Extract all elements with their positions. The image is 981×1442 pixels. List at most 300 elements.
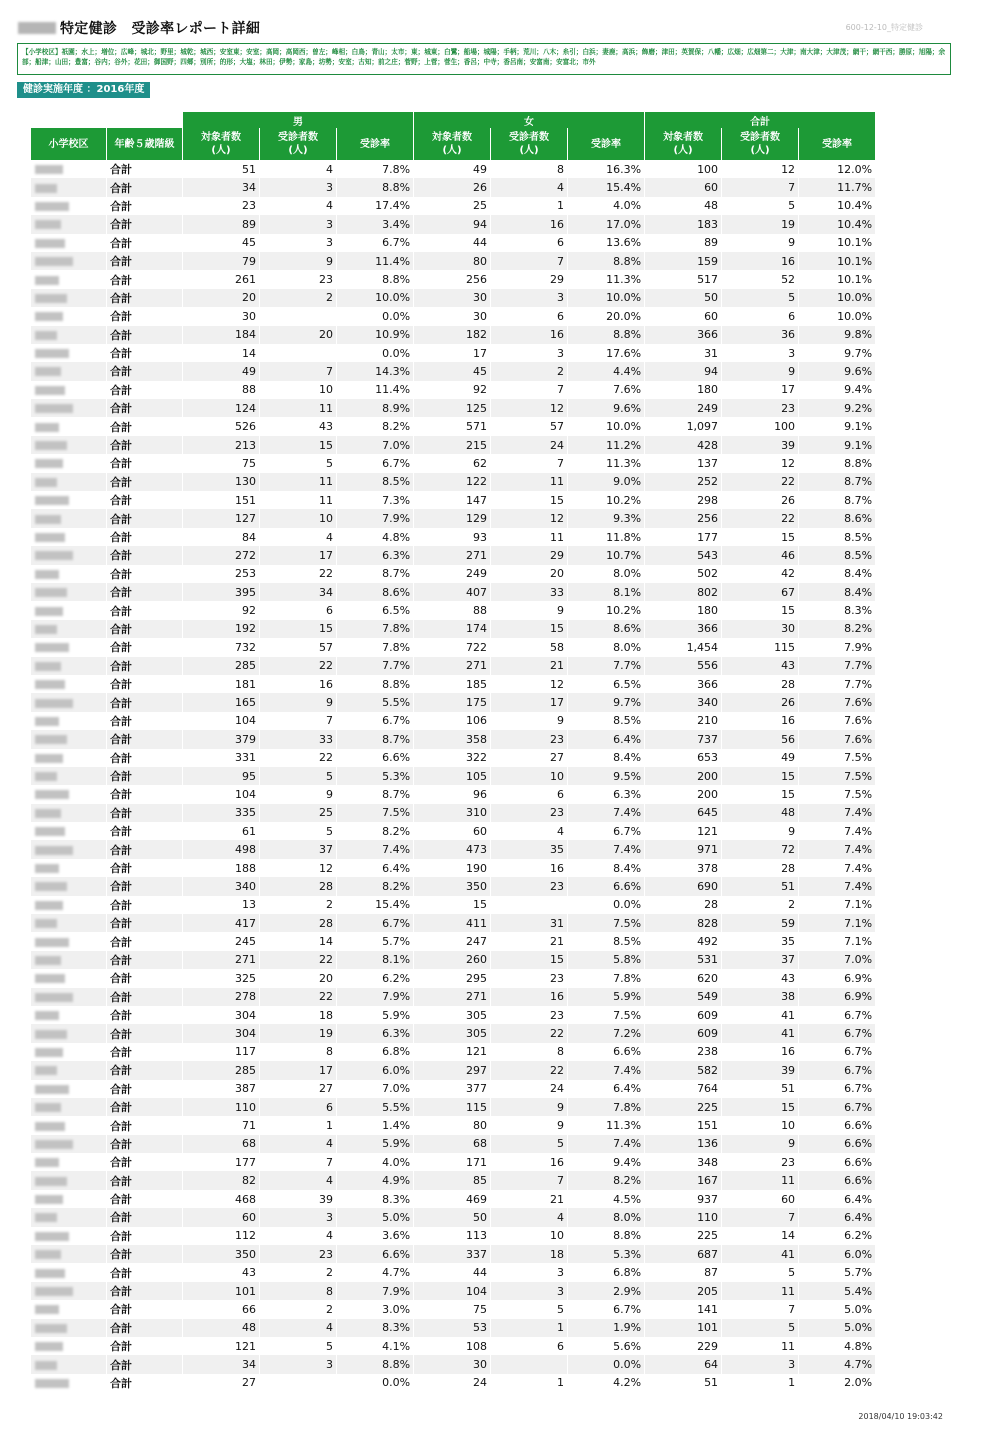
cell-male-target: 395	[183, 583, 259, 601]
table-row	[31, 1171, 875, 1189]
cell-total-examined: 15	[722, 785, 798, 803]
cell-male-examined: 9	[260, 693, 336, 711]
cell-total-rate: 8.4%	[799, 565, 875, 583]
cell-school-redacted	[31, 785, 106, 803]
cell-total-examined: 43	[722, 969, 798, 987]
cell-male-examined: 33	[260, 730, 336, 748]
cell-age-group: 合計	[107, 1006, 182, 1024]
cell-female-examined: 8	[491, 1043, 567, 1061]
cell-male-examined: 11	[260, 491, 336, 509]
cell-male-examined: 8	[260, 1282, 336, 1300]
cell-school-redacted	[31, 712, 106, 730]
cell-male-examined	[260, 307, 336, 325]
table-row	[31, 1080, 875, 1098]
cell-age-group: 合計	[107, 988, 182, 1006]
table-row	[31, 1208, 875, 1226]
filter-summary-text: 【小学校区】祇園；水上；増位；広峰；城北；野里；城乾；城西；安室東；安室；高岡；高岡西；曽左；峰相；白鳥；青山；太市；東；城東；白鷺；船場；城陽；手柄；荒川；八木；糸引；白浜；妻鹿；高浜；飾磨；津田；英賀保；八幡；広畑；広畑第二；大津；南大津；大津茂；網干；網干西；勝原；旭陽；余部；船津；山田；豊富；谷内；谷外；花田；御国野；四郷；別所；的形；大塩；林田；伊勢；家島；坊勢；安室；古知；前之庄；菅野；上菅；菅生；香呂；中寺；香呂南；安富南；安富北；市外	[22, 48, 946, 66]
cell-age-group: 合計	[107, 491, 182, 509]
cell-total-target: 249	[645, 399, 721, 417]
cell-total-rate: 9.2%	[799, 399, 875, 417]
cell-male-examined: 3	[260, 234, 336, 252]
cell-female-target: 45	[414, 362, 490, 380]
cell-male-rate: 6.6%	[337, 749, 413, 767]
cell-age-group: 合計	[107, 601, 182, 619]
cell-male-rate: 6.2%	[337, 969, 413, 987]
cell-female-target: 113	[414, 1227, 490, 1245]
cell-total-target: 28	[645, 896, 721, 914]
cell-total-target: 94	[645, 362, 721, 380]
filter-summary-box	[17, 43, 951, 75]
cell-total-rate: 6.4%	[799, 1190, 875, 1208]
cell-total-rate: 9.4%	[799, 381, 875, 399]
cell-school-redacted	[31, 1208, 106, 1226]
cell-male-target: 121	[183, 1337, 259, 1355]
table-row	[31, 546, 875, 564]
cell-school-redacted	[31, 436, 106, 454]
table-row	[31, 657, 875, 675]
cell-total-target: 200	[645, 767, 721, 785]
cell-male-rate: 8.2%	[337, 822, 413, 840]
cell-female-target: 94	[414, 215, 490, 233]
cell-age-group: 合計	[107, 896, 182, 914]
cell-female-rate: 5.6%	[568, 1337, 644, 1355]
cell-total-rate: 7.1%	[799, 896, 875, 914]
table-row	[31, 417, 875, 435]
cell-age-group: 合計	[107, 160, 182, 178]
cell-male-target: 331	[183, 749, 259, 767]
cell-total-rate: 8.7%	[799, 473, 875, 491]
table-row	[31, 804, 875, 822]
cell-total-target: 167	[645, 1171, 721, 1189]
cell-male-rate: 3.4%	[337, 215, 413, 233]
cell-female-examined: 4	[491, 822, 567, 840]
cell-female-examined: 22	[491, 1024, 567, 1042]
cell-female-target: 571	[414, 417, 490, 435]
cell-male-examined: 17	[260, 1061, 336, 1079]
cell-total-rate: 7.6%	[799, 730, 875, 748]
cell-male-rate: 0.0%	[337, 344, 413, 362]
cell-female-rate: 11.3%	[568, 454, 644, 472]
cell-school-redacted	[31, 1061, 106, 1079]
cell-total-target: 1,097	[645, 417, 721, 435]
cell-male-target: 184	[183, 326, 259, 344]
cell-total-examined: 38	[722, 988, 798, 1006]
table-row	[31, 932, 875, 950]
cell-male-target: 188	[183, 859, 259, 877]
cell-school-redacted	[31, 178, 106, 196]
cell-male-rate: 7.9%	[337, 1282, 413, 1300]
cell-female-target: 115	[414, 1098, 490, 1116]
cell-female-rate: 5.3%	[568, 1245, 644, 1263]
cell-total-target: 971	[645, 840, 721, 858]
cell-total-rate: 6.7%	[799, 1098, 875, 1116]
cell-female-examined: 24	[491, 436, 567, 454]
cell-female-examined: 11	[491, 528, 567, 546]
cell-total-target: 687	[645, 1245, 721, 1263]
cell-age-group: 合計	[107, 675, 182, 693]
table-row	[31, 160, 875, 178]
cell-school-redacted	[31, 1319, 106, 1337]
cell-total-rate: 9.8%	[799, 326, 875, 344]
cell-male-rate: 8.7%	[337, 785, 413, 803]
cell-total-rate: 7.7%	[799, 657, 875, 675]
cell-total-rate: 10.1%	[799, 252, 875, 270]
table-row	[31, 473, 875, 491]
cell-school-redacted	[31, 565, 106, 583]
cell-age-group: 合計	[107, 859, 182, 877]
cell-female-rate: 8.4%	[568, 859, 644, 877]
cell-female-rate: 10.7%	[568, 546, 644, 564]
cell-female-rate: 6.4%	[568, 730, 644, 748]
cell-female-target: 53	[414, 1319, 490, 1337]
table-row	[31, 252, 875, 270]
cell-female-examined: 3	[491, 344, 567, 362]
cell-total-examined: 17	[722, 381, 798, 399]
cell-age-group: 合計	[107, 270, 182, 288]
cell-total-examined: 72	[722, 840, 798, 858]
cell-age-group: 合計	[107, 914, 182, 932]
cell-male-rate: 7.0%	[337, 1080, 413, 1098]
header-male-examined: 受診者数 (人)	[260, 128, 336, 160]
table-row	[31, 859, 875, 877]
cell-total-target: 543	[645, 546, 721, 564]
table-row	[31, 1300, 875, 1318]
cell-female-target: 60	[414, 822, 490, 840]
cell-female-examined: 12	[491, 509, 567, 527]
cell-male-examined: 7	[260, 1153, 336, 1171]
cell-school-redacted	[31, 693, 106, 711]
cell-female-examined: 24	[491, 1080, 567, 1098]
cell-female-rate: 4.2%	[568, 1374, 644, 1392]
cell-total-target: 366	[645, 620, 721, 638]
cell-male-examined: 9	[260, 252, 336, 270]
cell-age-group: 合計	[107, 1061, 182, 1079]
table-row	[31, 896, 875, 914]
cell-male-target: 92	[183, 601, 259, 619]
table-row	[31, 326, 875, 344]
cell-female-rate: 8.6%	[568, 620, 644, 638]
cell-total-examined: 41	[722, 1024, 798, 1042]
cell-total-rate: 4.7%	[799, 1355, 875, 1373]
cell-school-redacted	[31, 1300, 106, 1318]
cell-school-redacted	[31, 1355, 106, 1373]
table-row	[31, 509, 875, 527]
cell-female-target: 62	[414, 454, 490, 472]
cell-age-group: 合計	[107, 1208, 182, 1226]
cell-school-redacted	[31, 326, 106, 344]
cell-female-examined: 23	[491, 804, 567, 822]
cell-male-examined: 28	[260, 914, 336, 932]
cell-female-target: 129	[414, 509, 490, 527]
cell-female-target: 249	[414, 565, 490, 583]
cell-male-rate: 6.7%	[337, 914, 413, 932]
cell-female-rate: 4.4%	[568, 362, 644, 380]
cell-male-rate: 6.3%	[337, 1024, 413, 1042]
cell-male-examined: 23	[260, 1245, 336, 1263]
cell-female-target: 247	[414, 932, 490, 950]
cell-total-rate: 7.4%	[799, 877, 875, 895]
cell-total-examined: 22	[722, 473, 798, 491]
cell-male-target: 387	[183, 1080, 259, 1098]
cell-female-examined: 31	[491, 914, 567, 932]
cell-female-examined: 7	[491, 252, 567, 270]
cell-male-examined: 2	[260, 896, 336, 914]
cell-female-target: 411	[414, 914, 490, 932]
cell-age-group: 合計	[107, 657, 182, 675]
cell-age-group: 合計	[107, 1319, 182, 1337]
cell-male-examined: 14	[260, 932, 336, 950]
cell-female-target: 215	[414, 436, 490, 454]
cell-male-examined: 22	[260, 951, 336, 969]
table-row	[31, 178, 875, 196]
cell-total-examined: 100	[722, 417, 798, 435]
cell-male-rate: 8.2%	[337, 417, 413, 435]
cell-total-target: 549	[645, 988, 721, 1006]
cell-age-group: 合計	[107, 1227, 182, 1245]
cell-total-examined: 5	[722, 1263, 798, 1281]
cell-total-rate: 7.6%	[799, 693, 875, 711]
fiscal-year-badge: 健診実施年度 ：2016年度	[17, 82, 150, 98]
cell-male-target: 130	[183, 473, 259, 491]
cell-total-rate: 11.7%	[799, 178, 875, 196]
cell-total-target: 366	[645, 326, 721, 344]
cell-age-group: 合計	[107, 1282, 182, 1300]
cell-female-examined: 3	[491, 1282, 567, 1300]
cell-total-examined: 9	[722, 1135, 798, 1153]
cell-male-rate: 11.4%	[337, 252, 413, 270]
table-row	[31, 1116, 875, 1134]
cell-total-rate: 5.7%	[799, 1263, 875, 1281]
cell-male-rate: 7.0%	[337, 436, 413, 454]
cell-male-rate: 5.7%	[337, 932, 413, 950]
cell-female-target: 271	[414, 546, 490, 564]
cell-male-rate: 5.5%	[337, 1098, 413, 1116]
cell-male-examined: 5	[260, 822, 336, 840]
cell-male-target: 285	[183, 1061, 259, 1079]
cell-female-examined: 9	[491, 712, 567, 730]
cell-age-group: 合計	[107, 932, 182, 950]
table-row	[31, 601, 875, 619]
cell-female-rate: 11.3%	[568, 1116, 644, 1134]
table-row	[31, 1282, 875, 1300]
cell-female-rate: 20.0%	[568, 307, 644, 325]
cell-male-rate: 7.7%	[337, 657, 413, 675]
cell-female-examined: 35	[491, 840, 567, 858]
cell-total-target: 177	[645, 528, 721, 546]
cell-total-examined: 7	[722, 1208, 798, 1226]
cell-total-rate: 6.7%	[799, 1043, 875, 1061]
cell-female-target: 85	[414, 1171, 490, 1189]
cell-female-target: 50	[414, 1208, 490, 1226]
cell-male-rate: 3.6%	[337, 1227, 413, 1245]
cell-total-rate: 8.3%	[799, 601, 875, 619]
cell-male-target: 13	[183, 896, 259, 914]
cell-total-rate: 2.0%	[799, 1374, 875, 1392]
header-female: 女	[414, 112, 644, 128]
cell-school-redacted	[31, 1098, 106, 1116]
cell-school-redacted	[31, 307, 106, 325]
cell-male-rate: 14.3%	[337, 362, 413, 380]
cell-female-rate: 8.0%	[568, 565, 644, 583]
cell-total-target: 87	[645, 1263, 721, 1281]
cell-female-examined: 6	[491, 307, 567, 325]
cell-age-group: 合計	[107, 804, 182, 822]
table-row	[31, 1024, 875, 1042]
header-female-rate: 受診率	[568, 128, 644, 160]
cell-female-target: 171	[414, 1153, 490, 1171]
cell-female-target: 407	[414, 583, 490, 601]
cell-total-target: 609	[645, 1006, 721, 1024]
cell-female-examined: 29	[491, 546, 567, 564]
cell-male-rate: 7.8%	[337, 160, 413, 178]
cell-male-target: 75	[183, 454, 259, 472]
cell-male-target: 192	[183, 620, 259, 638]
cell-total-target: 31	[645, 344, 721, 362]
cell-total-target: 348	[645, 1153, 721, 1171]
cell-male-target: 43	[183, 1263, 259, 1281]
cell-male-target: 468	[183, 1190, 259, 1208]
cell-male-examined: 4	[260, 160, 336, 178]
table-row	[31, 215, 875, 233]
cell-female-rate: 7.5%	[568, 914, 644, 932]
cell-total-rate: 4.8%	[799, 1337, 875, 1355]
cell-male-target: 110	[183, 1098, 259, 1116]
cell-male-rate: 7.3%	[337, 491, 413, 509]
cell-male-examined: 2	[260, 1263, 336, 1281]
cell-female-target: 256	[414, 270, 490, 288]
cell-male-target: 66	[183, 1300, 259, 1318]
cell-female-examined: 22	[491, 1061, 567, 1079]
cell-age-group: 合計	[107, 730, 182, 748]
cell-male-target: 526	[183, 417, 259, 435]
cell-total-target: 378	[645, 859, 721, 877]
cell-age-group: 合計	[107, 712, 182, 730]
cell-total-rate: 7.5%	[799, 785, 875, 803]
cell-female-rate: 17.0%	[568, 215, 644, 233]
cell-total-examined: 14	[722, 1227, 798, 1245]
cell-female-examined: 15	[491, 951, 567, 969]
cell-female-examined: 2	[491, 362, 567, 380]
cell-female-examined: 10	[491, 1227, 567, 1245]
cell-total-target: 110	[645, 1208, 721, 1226]
cell-female-rate: 11.8%	[568, 528, 644, 546]
cell-total-rate: 6.6%	[799, 1116, 875, 1134]
header-male-target: 対象者数 (人)	[183, 128, 259, 160]
cell-male-examined: 5	[260, 454, 336, 472]
cell-male-rate: 7.9%	[337, 988, 413, 1006]
cell-female-rate: 9.4%	[568, 1153, 644, 1171]
cell-total-target: 238	[645, 1043, 721, 1061]
cell-female-examined: 15	[491, 491, 567, 509]
cell-female-target: 185	[414, 675, 490, 693]
cell-total-target: 252	[645, 473, 721, 491]
table-row	[31, 1319, 875, 1337]
cell-female-examined: 5	[491, 1300, 567, 1318]
cell-school-redacted	[31, 1153, 106, 1171]
cell-total-examined: 10	[722, 1116, 798, 1134]
cell-total-target: 151	[645, 1116, 721, 1134]
cell-female-examined: 23	[491, 969, 567, 987]
cell-female-target: 305	[414, 1006, 490, 1024]
table-row	[31, 1227, 875, 1245]
cell-female-target: 44	[414, 234, 490, 252]
cell-male-examined: 37	[260, 840, 336, 858]
cell-male-target: 30	[183, 307, 259, 325]
cell-male-rate: 6.7%	[337, 454, 413, 472]
cell-total-examined: 3	[722, 1355, 798, 1373]
cell-total-examined: 36	[722, 326, 798, 344]
cell-female-rate: 15.4%	[568, 178, 644, 196]
header-male-rate: 受診率	[337, 128, 413, 160]
table-row	[31, 1374, 875, 1392]
cell-male-rate: 8.1%	[337, 951, 413, 969]
cell-total-examined: 49	[722, 749, 798, 767]
cell-male-target: 27	[183, 1374, 259, 1392]
cell-school-redacted	[31, 197, 106, 215]
cell-school-redacted	[31, 988, 106, 1006]
cell-age-group: 合計	[107, 473, 182, 491]
cell-female-target: 271	[414, 988, 490, 1006]
cell-female-examined: 23	[491, 730, 567, 748]
cell-total-examined: 26	[722, 693, 798, 711]
cell-female-target: 175	[414, 693, 490, 711]
cell-female-examined: 58	[491, 638, 567, 656]
table-row	[31, 951, 875, 969]
cell-male-examined	[260, 344, 336, 362]
cell-female-examined	[491, 1355, 567, 1373]
cell-female-rate: 4.5%	[568, 1190, 644, 1208]
cell-total-target: 136	[645, 1135, 721, 1153]
cell-total-rate: 6.7%	[799, 1080, 875, 1098]
cell-female-target: 17	[414, 344, 490, 362]
cell-school-redacted	[31, 1116, 106, 1134]
cell-total-rate: 10.0%	[799, 289, 875, 307]
cell-male-rate: 15.4%	[337, 896, 413, 914]
cell-total-rate: 6.9%	[799, 988, 875, 1006]
cell-school-redacted	[31, 1337, 106, 1355]
examination-rate-table	[30, 112, 876, 1392]
cell-male-examined: 11	[260, 399, 336, 417]
table-row	[31, 234, 875, 252]
cell-male-examined: 4	[260, 1227, 336, 1245]
cell-total-rate: 9.7%	[799, 344, 875, 362]
cell-female-examined: 1	[491, 1374, 567, 1392]
cell-male-target: 261	[183, 270, 259, 288]
cell-total-examined: 115	[722, 638, 798, 656]
cell-total-examined: 59	[722, 914, 798, 932]
header-age-group: 年齢５歳階級	[107, 128, 182, 160]
table-row	[31, 491, 875, 509]
cell-total-examined: 35	[722, 932, 798, 950]
cell-male-target: 335	[183, 804, 259, 822]
cell-male-target: 177	[183, 1153, 259, 1171]
cell-total-target: 180	[645, 381, 721, 399]
cell-male-examined: 3	[260, 178, 336, 196]
cell-female-target: 49	[414, 160, 490, 178]
cell-male-examined: 22	[260, 657, 336, 675]
cell-age-group: 合計	[107, 1153, 182, 1171]
cell-school-redacted	[31, 638, 106, 656]
cell-total-target: 183	[645, 215, 721, 233]
cell-total-examined: 15	[722, 767, 798, 785]
table-row	[31, 399, 875, 417]
cell-total-rate: 8.5%	[799, 528, 875, 546]
table-row	[31, 749, 875, 767]
cell-total-rate: 6.7%	[799, 1024, 875, 1042]
table-row	[31, 1337, 875, 1355]
cell-male-rate: 7.8%	[337, 638, 413, 656]
cell-female-target: 271	[414, 657, 490, 675]
